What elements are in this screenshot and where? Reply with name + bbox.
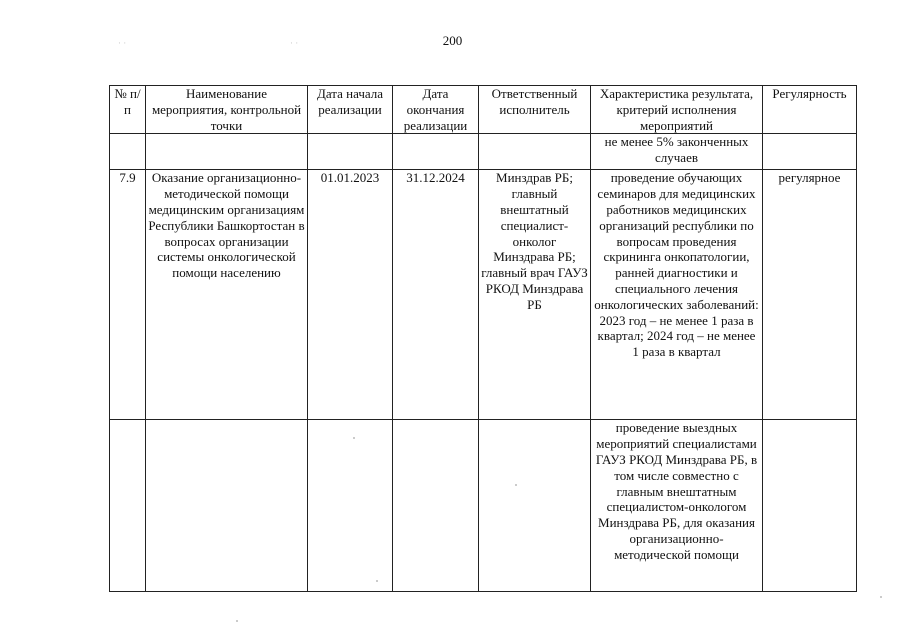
header-responsible: Ответственный исполнитель bbox=[479, 86, 591, 134]
table-row bbox=[110, 420, 857, 592]
end-date: 31.12.2024 bbox=[393, 170, 479, 420]
responsible-executor: Минздрав РБ; главный внештатный специалист-онколог Минздрава РБ; главный врач ГАУЗ РКОД Минздрава РБ bbox=[479, 170, 591, 420]
empty-cell bbox=[393, 134, 479, 170]
empty-cell bbox=[110, 420, 146, 592]
table-row bbox=[110, 134, 857, 170]
header-result: Характеристика результата, критерий исполнения мероприятий bbox=[591, 86, 763, 134]
row-number: 7.9 bbox=[110, 170, 146, 420]
header-num: № п/п bbox=[110, 86, 146, 134]
empty-cell bbox=[110, 134, 146, 170]
empty-cell bbox=[763, 420, 857, 592]
page-number: 200 bbox=[442, 33, 463, 48]
scan-mark: · · bbox=[290, 38, 299, 48]
empty-cell bbox=[479, 134, 591, 170]
empty-cell bbox=[146, 420, 308, 592]
result-cell: не менее 5% законченных случаев bbox=[591, 134, 763, 170]
empty-cell bbox=[393, 420, 479, 592]
activities-table bbox=[109, 85, 857, 592]
header-end-date: Дата окончания реализации bbox=[393, 86, 479, 134]
empty-cell bbox=[763, 134, 857, 170]
header-regularity: Регулярность bbox=[763, 86, 857, 134]
scan-speck bbox=[236, 620, 238, 622]
header-start-date: Дата начала реализации bbox=[308, 86, 393, 134]
empty-cell bbox=[308, 420, 393, 592]
header-name: Наименование мероприятия, контрольной точки bbox=[146, 86, 308, 134]
start-date: 01.01.2023 bbox=[308, 170, 393, 420]
empty-cell bbox=[146, 134, 308, 170]
scan-speck bbox=[353, 437, 355, 439]
regularity-cell: регулярное bbox=[763, 170, 857, 420]
result-cell: проведение выездных мероприятий специалистами ГАУЗ РКОД Минздрава РБ, в том числе совместно с главным внештатным специалистом-онкологом Минздрава РБ, для оказания организационно-методической помощи bbox=[591, 420, 763, 592]
table-row bbox=[110, 170, 857, 420]
scan-mark: · · bbox=[118, 38, 127, 48]
scan-speck bbox=[376, 580, 378, 582]
scan-speck bbox=[880, 596, 882, 598]
scan-speck bbox=[515, 484, 517, 486]
empty-cell bbox=[308, 134, 393, 170]
result-cell: проведение обучающих семинаров для медицинских работников медицинских организаций республики по вопросам проведения скрининга онкопатологии, ранней диагностики и специального лечения онкологических заболеваний: 2023 год – не менее 1 раза в квартал; 2024 год – не менее 1 раза в квартал bbox=[591, 170, 763, 420]
activity-name: Оказание организационно-методической помощи медицинским организациям Республики Башкортостан в вопросах организации системы онкологической помощи населению bbox=[146, 170, 308, 420]
table-header-row bbox=[110, 86, 857, 134]
empty-cell bbox=[479, 420, 591, 592]
